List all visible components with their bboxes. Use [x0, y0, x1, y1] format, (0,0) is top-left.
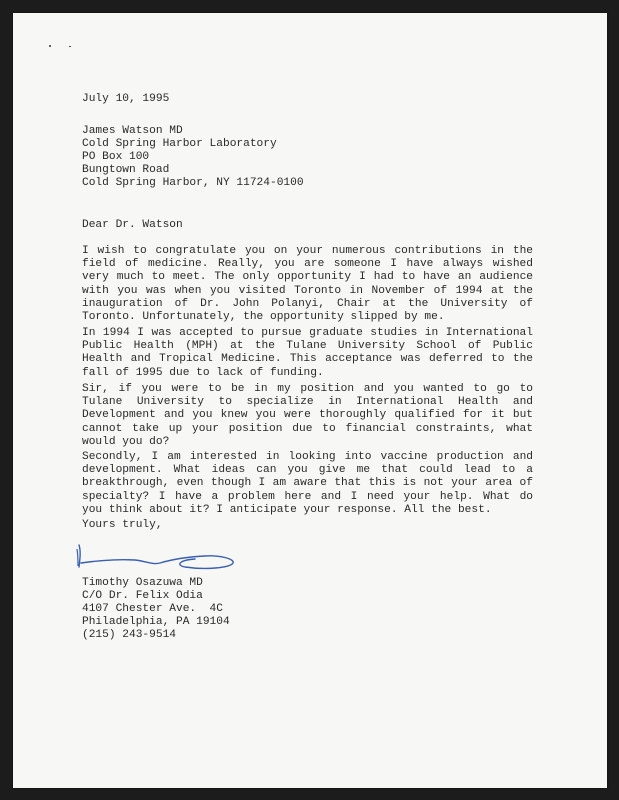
paragraph-line: inauguration of Dr. John Polanyi, Chair at the University of: [82, 297, 533, 310]
paragraph-line: Sir, if you were to be in my position and you wanted to go to: [82, 383, 533, 395]
closing: Yours truly,: [82, 519, 163, 531]
paragraph-4: [82, 451, 533, 517]
paragraph-line: specialty? I have a problem here and I need your help. What do: [82, 490, 533, 503]
recipient-line: PO Box 100: [82, 151, 150, 163]
paragraph-line: you think about it? I anticipate your response. All the best.: [82, 503, 492, 516]
paragraph-line: I wish to congratulate you on your numerous contributions in the: [82, 245, 533, 257]
paragraph-line: Secondly, I am interested in looking into vaccine production and: [82, 451, 533, 463]
letter-page: [13, 13, 607, 788]
paragraph-line: Toronto. Unfortunately, the opportunity slipped by me.: [82, 311, 445, 324]
salutation: Dear Dr. Watson: [82, 219, 183, 231]
sender-line: Philadelphia, PA 19104: [82, 616, 230, 628]
paragraph-line: breakthrough, even though I am aware that this is not your area of: [82, 477, 533, 490]
letter-date: July 10, 1995: [82, 93, 170, 105]
speck-mark: [49, 45, 51, 47]
paragraph-line: Public Health (MPH) at the Tulane University School of Public: [82, 340, 533, 353]
paragraph-line: Tulane University to specialize in International Health and: [82, 396, 533, 409]
paragraph-line: fall of 1995 due to lack of funding.: [82, 366, 324, 379]
paragraph-line: Health and Tropical Medicine. This acceptance was deferred to the: [82, 353, 533, 366]
recipient-line: Cold Spring Harbor, NY 11724-0100: [82, 177, 304, 189]
paragraph-line: cannot take up your position due to financial constraints, what: [82, 422, 533, 435]
paragraph-line: Development and you knew you were thoroughly qualified for it but: [82, 409, 533, 422]
paragraph-line: with you was when you visited Toronto in November of 1994 at the: [82, 284, 533, 297]
paragraph-1: [82, 245, 533, 324]
paragraph-2: [82, 327, 533, 380]
recipient-line: Bungtown Road: [82, 164, 170, 176]
paragraph-line: field of medicine. Really, you are someone I have always wished: [82, 258, 533, 271]
paragraph-line: development. What ideas can you give me that could lead to a: [82, 464, 533, 477]
sender-line: C/O Dr. Felix Odia: [82, 590, 203, 602]
recipient-line: Cold Spring Harbor Laboratory: [82, 138, 277, 150]
sender-line: Timothy Osazuwa MD: [82, 577, 203, 589]
signature-mark: [75, 533, 255, 573]
speck-mark: [69, 46, 71, 47]
paragraph-line: In 1994 I was accepted to pursue graduate studies in International: [82, 327, 533, 339]
paragraph-line: would you do?: [82, 435, 170, 448]
paragraph-line: very much to meet. The only opportunity I had to have an audience: [82, 271, 533, 284]
paragraph-3: [82, 383, 533, 449]
recipient-line: James Watson MD: [82, 125, 183, 137]
letter-body: [13, 13, 607, 788]
sender-line: 4107 Chester Ave. 4C: [82, 603, 223, 615]
sender-line: (215) 243-9514: [82, 629, 176, 641]
